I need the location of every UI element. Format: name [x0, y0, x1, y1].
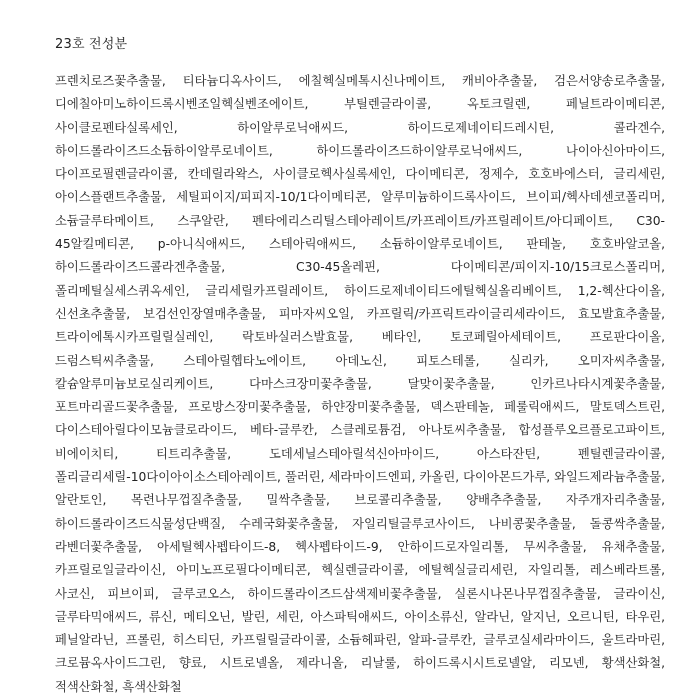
product-title: 23호 전성분 — [55, 37, 128, 52]
ingredients-list: 프렌치로즈꽃추출물, 티타늄디옥사이드, 에칠헥실메톡시신나메이트, 캐비아추출물, 검은서양송로추출물, 디에칠아미노하이드록시벤조일헥실벤조에이트, 부틸렌글라이콜, 옥토크릴렌, 페닐트라이메티콘, 사이클로펜타실록세인, 하이알루로닉애씨드, 하이드로제네이티드레시틴, 콜라겐수, 하이드롤라이즈드소듐하이알루로네이트, 하이드롤라이즈드하이알루로닉애씨드, 나이아신아마이드, 다이프로필렌글라이콜, 칸데릴라왁스, 사이클로헥사실록세인, 다이메티콘, 정제수, 호호바에스터, 글리세린, 아이스플랜트추출물, 세틸피이지/피피지-10/1다이메티콘, 알루미늄하이드록사이드, 브이피/헥사데센코폴리머, 소듐글루타메이트, 스쿠알란, 펜타에리스리틸스테아레이트/카프레이트/카프릴레이트/아디페이트, C30-45알킬메티콘, p-아니식애씨드, 스테아릭애씨드, 소듐하이알루로네이트, 판테놀, 호호바알코올, 하이드롤라이즈드콜라겐추출물, C30-45올레핀, 다이메티콘/피이지-10/15크로스폴리머, 폴리메틸실세스퀴옥세인, 글리세릴카프릴레이트, 하이드로제네이티드에틸헥실올리베이트, 1,2-헥산다이올, 신선초추출물, 보검선인장열매추출물, 피마자씨오일, 카프릴릭/카프릭트라이글리세라이드, 효모발효추출물, 트라이에톡시카프릴릴실레인, 락토바실러스발효물, 베타인, 토코페릴아세테이트, 프로판다이올, 드럼스틱씨추출물, 스테아릴헵타노에이트, 아데노신, 피토스테롤, 실리카, 오미자씨추출물, 칼슘알루미늄보로실리케이트, 다마스크장미꽃추출물, 달맞이꽃추출물, 인카르나타시계꽃추출물, 포트마리골드꽃추출물, 프로방스장미꽃추출물, 하얀장미꽃추출물, 덱스판테놀, 페룰릭애씨드, 말토덱스트린, 다이스테아릴다이모늄클로라이드, 베타-글루칸, 스클레로튬검, 아나토씨추출물, 합성플루오르플로고파이트, 비에이치티, 티트리추출물, 도데세닐스테아릴석신아마이드, 아스타잔틴, 펜틸렌글라이콜, 폴리글리세릴-10다이아이소스테아레이트, 풀러린, 세라마이드엔피, 카올린, 다이아몬드가루, 와일드제라늄추출물, 알란토인, 목련나무껍질추출물, 밀싹추출물, 브로콜리추출물, 양배추추출물, 자주개자리추출물, 하이드롤라이즈드식물성단백질, 수레국화꽃추출물, 자일리틸글루코사이드, 나비콩꽃추출물, 돌콩싹추출물, 라벤더꽃추출물, 아세틸헥사펩타이드-8, 헥사펩타이드-9, 안하이드로자일리톨, 무씨추출물, 유채추출물, 카프릴로일글라이신, 아미노프로필다이메티콘, 헥실렌글라이콜, 에틸헥실글리세린, 자일리톨, 레스베라트롤, 사코신, 피브이피, 글루코오스, 하이드롤라이즈드삼색제비꽃추출물, 실론시나몬나무껍질추출물, 글라이신, 글루타믹애씨드, 류신, 메티오닌, 발린, 세린, 아스파틱애씨드, 아이소류신, 알라닌, 알지닌, 오르니틴, 타우린, 페닐알라닌, 프롤린, 히스티딘, 카프릴릴글라이콜, 소듐헤파린, 알파-글루칸, 글루코실세라마이드, 울트라마린, 크로뮴옥사이드그린, 향료, 시트로넬올, 제라니올, 리날룰, 하이드록시시트로넬알, 리모넨, 황색산화철, 적색산화철, 흑색산화철 — [55, 74, 665, 694]
